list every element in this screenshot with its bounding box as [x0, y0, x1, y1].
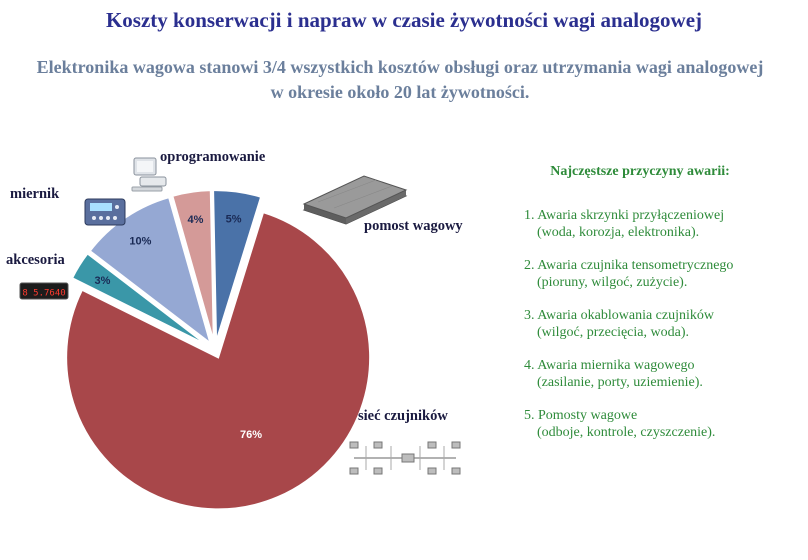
cause-item-main: 3. Awaria okablowania czujników — [524, 308, 714, 323]
slice-percent-label: 4% — [187, 213, 204, 226]
scale-platform-icon — [298, 172, 410, 226]
load-cell-network-icon — [346, 440, 464, 476]
slice-percent-label: 10% — [129, 235, 152, 248]
cause-item — [520, 407, 790, 441]
category-label-platform: pomost wagowy — [364, 218, 463, 234]
weighing-indicator-icon — [82, 195, 128, 231]
category-label-accessories: akcesoria — [6, 252, 65, 268]
cause-item-detail: (woda, korozja, elektronika). — [537, 225, 700, 240]
chart-title: Koszty konserwacji i napraw w czasie żywotności wagi analogowej — [105, 8, 703, 32]
led-display-readout: 8 5.7640 — [22, 288, 66, 299]
category-label-meter: miernik — [10, 186, 60, 202]
slice-percent-label: 3% — [94, 274, 111, 287]
chart-subtitle: Elektronika wagowa stanowi 3/4 wszystkich kosztów obsługi oraz utrzymania wagi analogowej w okresie około 20 lat żywotności. — [36, 57, 764, 102]
category-label-sensor-network: sieć czujników — [358, 408, 448, 424]
cause-item-detail: (zasilanie, porty, uziemienie). — [537, 375, 703, 390]
failure-causes-panel — [520, 163, 790, 457]
cause-item-main: 2. Awaria czujnika tensometrycznego — [524, 258, 734, 273]
computer-icon — [130, 155, 170, 195]
cause-item-main: 4. Awaria miernika wagowego — [524, 358, 695, 373]
cause-item — [520, 207, 790, 241]
cause-item-detail: (odboje, kontrole, czyszczenie). — [537, 425, 716, 440]
cause-item — [520, 307, 790, 341]
causes-title: Najczęstsze przyczyny awarii: — [550, 164, 730, 179]
cause-item — [520, 257, 790, 291]
slice-percent-label: 5% — [225, 213, 242, 226]
cause-item-main: 1. Awaria skrzynki przyłączeniowej — [524, 208, 725, 223]
led-display-icon — [19, 280, 69, 302]
cause-item — [520, 357, 790, 391]
cause-item-detail: (pioruny, wilgoć, zużycie). — [537, 275, 688, 290]
slice-percent-label: 76% — [240, 429, 263, 442]
category-label-software: oprogramowanie — [160, 149, 266, 165]
cause-item-main: 5. Pomosty wagowe — [524, 408, 638, 423]
cause-item-detail: (wilgoć, przecięcia, woda). — [537, 325, 689, 340]
